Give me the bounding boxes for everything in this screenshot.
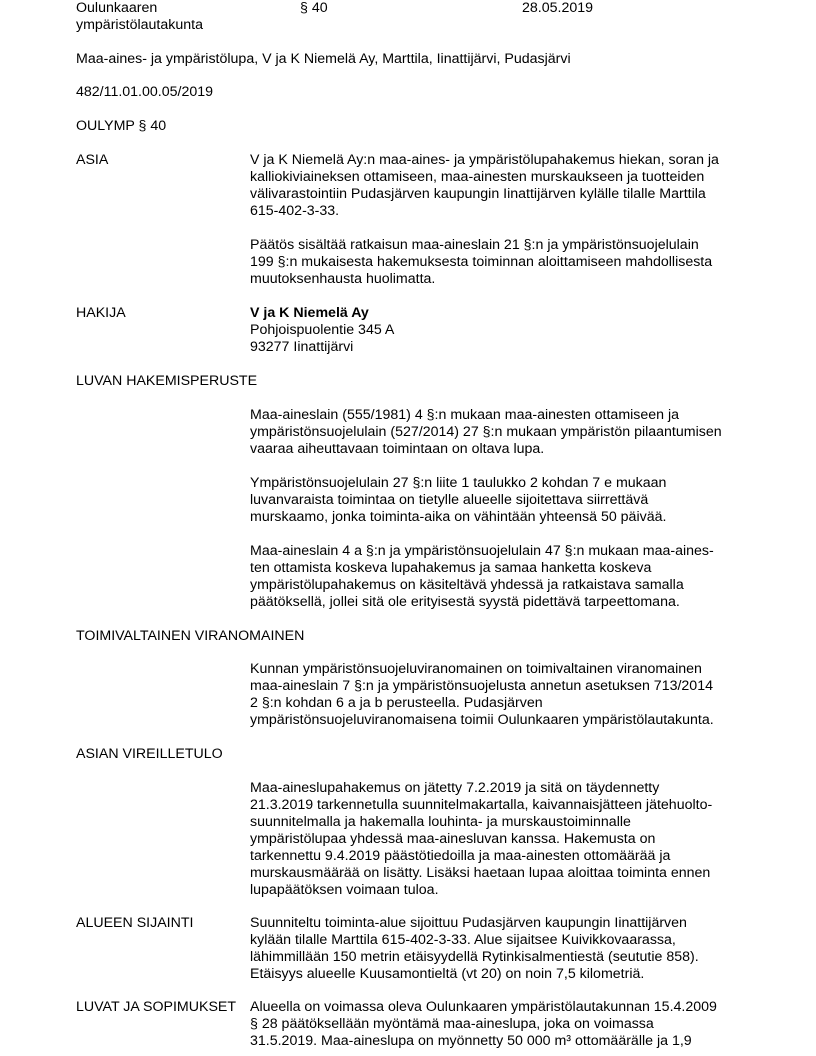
heading-viranomainen: TOIMIVALTAINEN VIRANOMAINEN (76, 628, 305, 644)
hakemisperuste-paragraph-3: Maa-aineslain 4 a §:n ja ympäristönsuojelulain 47 §:n mukaan maa-aines- ten ottamista koskeva lupahakemus ja samaa hanketta koskeva ympäristölupahakemus on käsiteltävä yhdessä ja ratkaistava samalla päätöksellä, jollei sitä ole erityisestä syystä pidettävä tarpeettomana. (250, 543, 714, 610)
asia-paragraph-1: V ja K Niemelä Ay:n maa-aines- ja ympäristölupahakemus hiekan, soran ja kalliokiviaineksen ottamiseen, maa-ainesten murskaukseen ja tuotteiden välivarastointiin Pudasjärven kaupungin Iinattijärven kylälle tilalle Marttila 615-402-3-33. (250, 152, 719, 219)
vireilletulo-paragraph-1: Maa-aineslupahakemus on jätetty 7.2.2019 ja sitä on täydennetty 21.3.2019 tarkennetulla suunnitelmakartalla, kaivannaisjätteen jätehuolto- suunnitelmalla ja hakemalla louhinta- ja murskaustoiminnalle ympäristölupaa yhdessä maa-ainesluvan kanssa. Hakemusta on tarkennettu 9.4.2019 päästötiedoilla ja maa-ainesten ottomäärää ja murskausmäärää on lisätty. Lisäksi haetaan lupaa aloittaa toiminta ennen lupapäätöksen voimaan tuloa. (250, 780, 713, 898)
sijainti-paragraph-1: Suunniteltu toiminta-alue sijoittuu Pudasjärven kaupungin Iinattijärven kylään tilalle Marttila 615-402-3-33. Alue sijaitsee Kuivikkovaarassa, lähimmillään 150 metrin etäisyydellä Rytinkisalmentiestä (seututie 858). Etäisyys alueelle Kuusamontieltä (vt 20) on noin 7,5 kilometriä. (250, 915, 699, 982)
header-section: § 40 (300, 0, 328, 16)
hakemisperuste-paragraph-1: Maa-aineslain (555/1981) 4 §:n mukaan maa-ainesten ottamiseen ja ympäristönsuojelulain (527/2014) 27 §:n mukaan ympäristön pilaantumisen vaaraa aiheuttavaan toimintaan on oltava lupa. (250, 407, 722, 457)
heading-hakija: HAKIJA (76, 305, 126, 321)
applicant-address: Pohjoispuolentie 345 A 93277 Iinattijärvi (250, 322, 395, 355)
document-title: Maa-aines- ja ympäristölupa, V ja K Niemelä Ay, Marttila, Iinattijärvi, Pudasjärvi (76, 51, 571, 67)
header-date: 28.05.2019 (522, 0, 594, 16)
heading-hakemisperuste: LUVAN HAKEMISPERUSTE (76, 373, 258, 389)
record-number: 482/11.01.00.05/2019 (76, 84, 214, 100)
applicant-name: V ja K Niemelä Ay (250, 305, 369, 321)
viranomainen-paragraph-1: Kunnan ympäristönsuojeluviranomainen on toimivaltainen viranomainen maa-aineslain 7 §:n ja ympäristönsuojelusta annetun asetuksen 713/2014 2 §:n kohdan 6 a ja b perusteella. Pudasjärven ympäristönsuojeluviranomaisena toimii Oulunkaaren ympäristölautakunta. (250, 661, 714, 728)
heading-vireilletulo: ASIAN VIREILLETULO (76, 746, 223, 762)
heading-sijainti: ALUEEN SIJAINTI (76, 915, 194, 931)
heading-luvat: LUVAT JA SOPIMUKSET (76, 999, 237, 1015)
asia-paragraph-2: Päätös sisältää ratkaisun maa-aineslain 21 §:n ja ympäristönsuojelulain 199 §:n mukaisesta hakemuksesta toiminnan aloittamiseen mahdollisesta muutoksenhausta huolimatta. (250, 237, 713, 287)
header-organization: Oulunkaaren ympäristölautakunta (76, 0, 203, 33)
decision-reference: OULYMP § 40 (76, 118, 167, 134)
luvat-paragraph-1: Alueella on voimassa oleva Oulunkaaren ympäristölautakunnan 15.4.2009 § 28 päätöksellään myöntämä maa-aineslupa, joka on voimassa 31.5.2019. Maa-aineslupa on myönnetty 50 000 m³ ottomäärälle ja 1,9 (250, 999, 717, 1049)
heading-asia: ASIA (76, 152, 109, 168)
hakemisperuste-paragraph-2: Ympäristönsuojelulain 27 §:n liite 1 taulukko 2 kohdan 7 e mukaan luvanvaraista toimintaa on tietylle alueelle sijoitettava siirrettävä murskaamo, jonka toiminta-aika on vähintään yhteensä 50 päivää. (250, 475, 667, 525)
